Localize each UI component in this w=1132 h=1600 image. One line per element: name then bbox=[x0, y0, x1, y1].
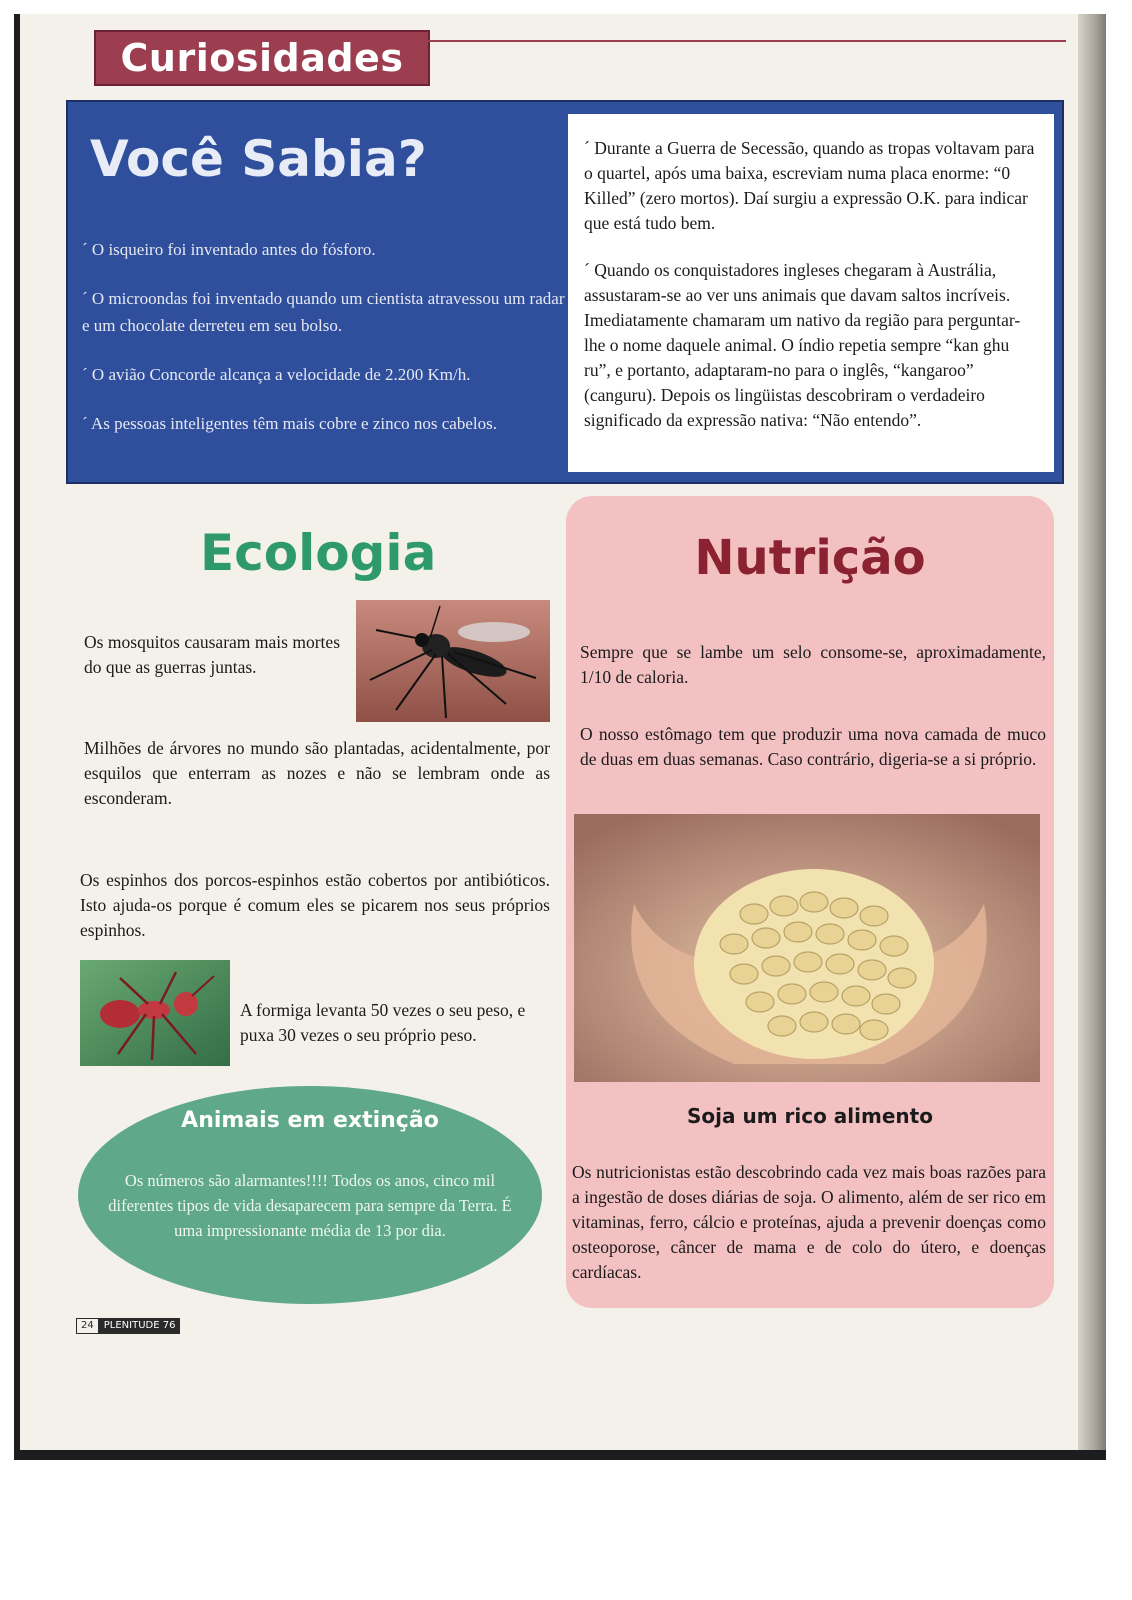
voce-sabia-title: Você Sabia? bbox=[90, 130, 427, 188]
mosquito-image bbox=[356, 600, 550, 722]
soy-caption: Soja um rico alimento bbox=[687, 1104, 933, 1128]
extincao-title: Animais em extinção bbox=[181, 1108, 439, 1133]
nutricao-item-selo: Sempre que se lambe um selo consome-se, aproximadamente, 1/10 de caloria. bbox=[580, 642, 1046, 687]
list-item: ´ Quando os conquistadores ingleses chegaram à Austrália, assustaram-se ao ver uns animais que davam saltos incríveis. Imediatamente chamaram um nativo da região para perguntar-lhe o nome daquele animal. O índio repetia sempre “kan ghu ru”, e portanto, adaptaram-no para o inglês, “kangaroo” (canguru). Depois os lingüistas descobriram o verdadeiro significado da expressão nativa: “Não entendo”. bbox=[584, 260, 1021, 430]
voce-sabia-right-panel bbox=[568, 114, 1054, 472]
ecologia-title: Ecologia bbox=[200, 524, 437, 582]
ecologia-item-mosquitos: Os mosquitos causaram mais mortes do que as guerras juntas. bbox=[84, 632, 340, 677]
list-item: ´ Durante a Guerra de Secessão, quando as tropas voltavam para o quartel, após uma baixa, escreviam numa placa enorme: “0 Killed” (zero mortos). Daí surgiu a expressão O.K. para indicar que está tudo bem. bbox=[584, 138, 1035, 233]
soja-text: Os nutricionistas estão descobrindo cada vez mais boas razões para a ingestão de doses diárias de soja. O alimento, além de ser rico em vitaminas, ferro, cálcio e proteínas, ajuda a prevenir doenças como osteoporose, câncer de mama e de colo do útero, e doenças cardíacas. bbox=[572, 1162, 1046, 1282]
list-item: ´ O avião Concorde alcança a velocidade de 2.200 Km/h. bbox=[82, 365, 471, 384]
page-number: 24 bbox=[76, 1318, 99, 1334]
section-tag: Curiosidades bbox=[94, 30, 430, 86]
ecologia-item-esquilos: Milhões de árvores no mundo são plantadas, acidentalmente, por esquilos que enterram as nozes e não se lembram onde as esconderam. bbox=[84, 738, 550, 808]
extincao-text: Os números são alarmantes!!!! Todos os anos, cinco mil diferentes tipos de vida desaparecem para sempre da Terra. É uma impressionante média de 13 por dia. bbox=[108, 1171, 512, 1240]
list-item: ´ As pessoas inteligentes têm mais cobre e zinco nos cabelos. bbox=[82, 414, 497, 433]
header-rule bbox=[426, 40, 1066, 42]
ecologia-item-porcos-espinhos: Os espinhos dos porcos-espinhos estão cobertos por antibióticos. Isto ajuda-os porque é comum eles se picarem nos seus próprios espinhos. bbox=[80, 870, 550, 940]
ecologia-item-formiga: A formiga levanta 50 vezes o seu peso, e puxa 30 vezes o seu próprio peso. bbox=[240, 1000, 526, 1045]
ant-image bbox=[80, 960, 230, 1066]
nutricao-title: Nutrição bbox=[694, 530, 926, 586]
list-item: ´ O isqueiro foi inventado antes do fósforo. bbox=[82, 240, 376, 259]
soy-hands-image bbox=[574, 814, 1040, 1082]
book-spine-shadow bbox=[1078, 14, 1106, 1450]
page-footer bbox=[76, 1318, 180, 1332]
voce-sabia-list bbox=[82, 236, 568, 459]
magazine-name: PLENITUDE 76 bbox=[99, 1318, 181, 1334]
list-item: ´ O microondas foi inventado quando um cientista atravessou um radar e um chocolate derreteu em seu bolso. bbox=[82, 289, 565, 335]
nutricao-item-estomago: O nosso estômago tem que produzir uma nova camada de muco de duas em duas semanas. Caso contrário, digeria-se a si próprio. bbox=[580, 724, 1046, 769]
